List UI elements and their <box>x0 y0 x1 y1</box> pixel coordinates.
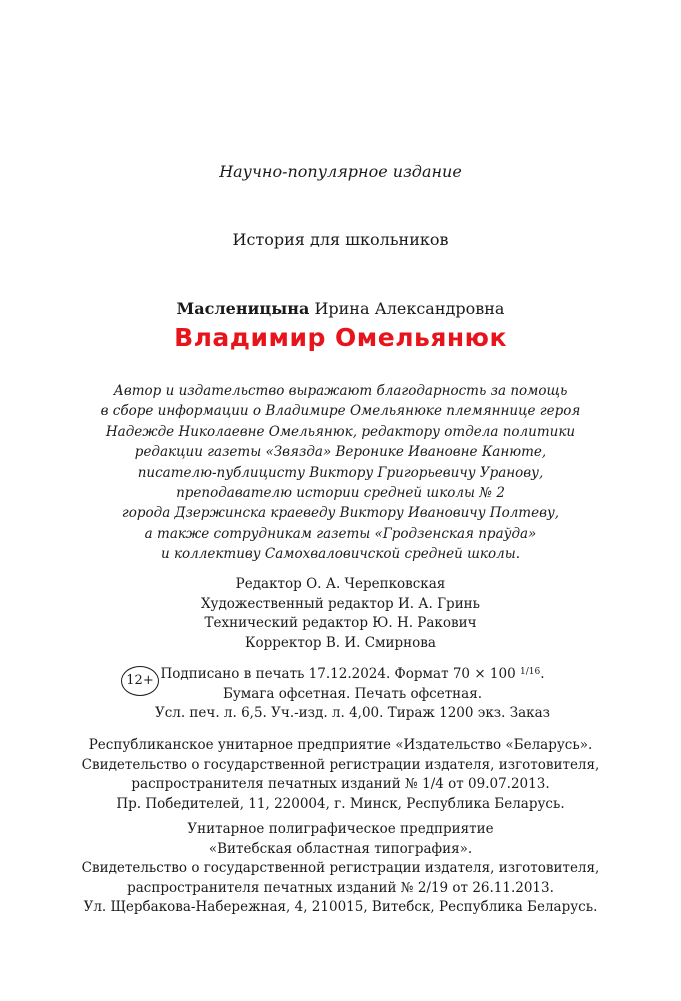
print-info-line-3: Усл. печ. л. 6,5. Уч.-изд. л. 4,00. Тираж 1200 экз. Заказ <box>154 705 551 721</box>
print-info-line-1 <box>0 663 681 685</box>
publisher-line: Свидетельство о государственной регистрации издателя, изготовителя, <box>81 756 600 773</box>
print-info-line-2: Бумага офсетная. Печать офсетная. <box>222 685 483 702</box>
genre-label: Научно-популярное издание <box>219 162 462 181</box>
credit-editor: Редактор О. А. Черепковская <box>235 576 446 592</box>
printer-line: «Витебская областная типография». <box>208 840 473 857</box>
format-fraction: 1/16 <box>519 667 541 677</box>
acknowledgement-line: в сборе информации о Владимире Омельянюке племяннице героя <box>100 403 581 420</box>
publisher-line: Республиканское унитарное предприятие «Издательство «Беларусь». <box>88 737 593 753</box>
credit-technical-editor: Технический редактор Ю. Н. Ракович <box>204 615 477 631</box>
printer-line: Ул. Щербакова-Набережная, 4, 210015, Витебск, Республика Беларусь. <box>83 899 598 915</box>
book-title: Владимир Омельянюк <box>174 323 507 352</box>
author-given-names: Ирина Александровна <box>314 299 505 318</box>
author-surname: Масленицына <box>176 299 310 318</box>
print-info-signed: Подписано в печать 17.12.2024. Формат 70 × 100 <box>160 666 520 682</box>
acknowledgement-line: Надежде Николаевне Омельянюк, редактору отдела политики <box>105 423 576 440</box>
author-name <box>0 299 681 318</box>
credit-art-editor: Художественный редактор И. А. Гринь <box>200 595 481 612</box>
series-label: История для школьников <box>232 230 449 249</box>
publisher-block <box>0 736 681 814</box>
acknowledgement-line: и коллективу Самохваловичской средней школы. <box>161 546 520 563</box>
publisher-line: Пр. Победителей, 11, 220004, г. Минск, Республика Беларусь. <box>116 795 565 812</box>
acknowledgement-line: преподавателю истории средней школы № 2 <box>176 485 505 502</box>
credit-proofreader: Корректор В. И. Смирнова <box>245 634 436 651</box>
acknowledgement-block <box>0 381 681 565</box>
acknowledgement-line: города Дзержинска краеведу Виктору Ивановичу Полтеву, <box>121 505 560 522</box>
acknowledgement-line: редакции газеты «Звязда» Веронике Ивановне Канюте, <box>134 444 547 461</box>
printer-line: Свидетельство о государственной регистрации издателя, изготовителя, <box>81 860 600 876</box>
acknowledgement-line: писателю-публицисту Виктору Григорьевичу Уранову, <box>137 464 544 481</box>
publisher-line: распространителя печатных изданий № 1/4 от 09.07.2013. <box>131 776 550 792</box>
credits-block <box>0 575 681 653</box>
printer-block <box>0 820 681 918</box>
print-info-block <box>0 663 681 724</box>
printer-line: распространителя печатных изданий № 2/19 от 26.11.2013. <box>127 879 554 896</box>
printer-line: Унитарное полиграфическое предприятие <box>187 821 494 837</box>
acknowledgement-line: а также сотрудникам газеты «Гродзенская праўда» <box>144 525 537 542</box>
age-rating-badge: 12+ <box>121 666 159 696</box>
acknowledgement-line: Автор и издательство выражают благодарность за помощь <box>113 383 568 399</box>
print-info-period: . <box>540 666 545 682</box>
